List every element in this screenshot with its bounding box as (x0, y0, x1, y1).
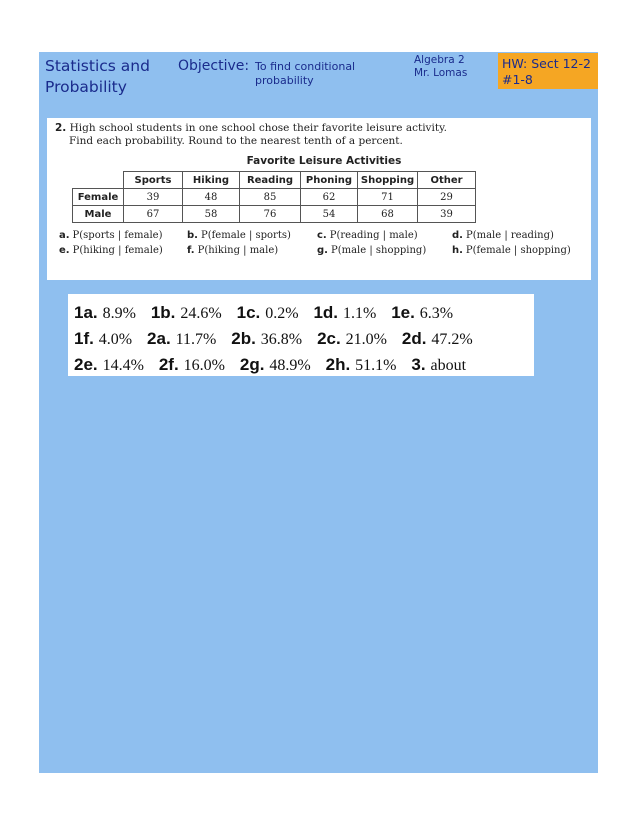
answer-key-label: 2g. (239, 355, 265, 374)
question-item (187, 230, 317, 241)
row-label: Female (73, 189, 124, 206)
answer-value: 24.6% (180, 305, 222, 322)
answer-key-label: 2a. (147, 329, 171, 348)
table-cell: 76 (240, 206, 301, 223)
teacher-name: Mr. Lomas (414, 67, 468, 79)
column-header: Reading (240, 172, 301, 189)
question-item (59, 230, 187, 241)
answer-key-label: 1b. (150, 303, 176, 322)
table-cell: 62 (301, 189, 358, 206)
column-header: Phoning (301, 172, 358, 189)
answer-value: 51.1% (355, 357, 397, 374)
table-cell: 68 (358, 206, 418, 223)
question-item (452, 230, 602, 241)
answer-value: 21.0% (345, 331, 387, 348)
objective-label: Objective: (178, 58, 250, 74)
question-list (59, 230, 585, 256)
column-header: Shopping (358, 172, 418, 189)
answer-row (74, 326, 534, 352)
answer-key-label: 1a. (74, 303, 98, 322)
question-text: P(male | reading) (465, 230, 554, 241)
answer-key-label: 2h. (325, 355, 351, 374)
problem-panel (47, 118, 591, 280)
question-label: a. (59, 230, 70, 241)
objective-text-line-2: probability (255, 74, 314, 87)
table-row (73, 189, 476, 206)
question-label: g. (317, 245, 328, 256)
table-cell: 58 (183, 206, 240, 223)
table-row (73, 206, 476, 223)
answer-key-label: 1f. (74, 329, 94, 348)
table-cell: 54 (301, 206, 358, 223)
answer-value: 36.8% (260, 331, 303, 348)
objective-text (255, 60, 385, 88)
frequency-table (72, 171, 476, 223)
question-item (187, 245, 317, 256)
problem-text-line-1: High school students in one school chose their favorite leisure activity. (69, 122, 447, 134)
column-header: Other (418, 172, 476, 189)
title-line-1: Statistics and (45, 57, 150, 75)
table-cell: 48 (183, 189, 240, 206)
answer-value: 1.1% (342, 305, 377, 322)
question-text: P(hiking | male) (197, 245, 279, 256)
problem-statement (55, 122, 585, 148)
question-label: b. (187, 230, 198, 241)
course-info (414, 54, 467, 80)
answer-value: 11.7% (175, 331, 217, 348)
table-header-row (73, 172, 476, 189)
question-item (317, 230, 452, 241)
answer-value: 47.2% (431, 331, 473, 348)
title-line-2: Probability (45, 78, 127, 96)
slide (39, 52, 598, 773)
row-label: Male (73, 206, 124, 223)
answer-key-label: 2d. (401, 329, 427, 348)
answer-key (68, 294, 534, 376)
question-text: P(hiking | female) (72, 245, 163, 256)
question-text: P(male | shopping) (330, 245, 427, 256)
question-text: P(sports | female) (72, 230, 163, 241)
table-cell: 85 (240, 189, 301, 206)
answer-key-label: 2c. (317, 329, 341, 348)
answer-value: 0.2% (265, 305, 299, 322)
question-text: P(female | sports) (200, 230, 291, 241)
answer-value: 48.9% (269, 357, 311, 374)
problem-text-line-2: Find each probability. Round to the nearest tenth of a percent. (69, 135, 403, 147)
answer-key-label: 2e. (74, 355, 98, 374)
column-header: Sports (124, 172, 183, 189)
answer-key-label: 2b. (231, 329, 256, 348)
table-cell: 67 (124, 206, 183, 223)
answer-value: about (430, 357, 467, 374)
answer-row (74, 352, 534, 378)
question-label: e. (59, 245, 70, 256)
question-text: P(female | shopping) (465, 245, 571, 256)
homework-problems: #1-8 (502, 72, 533, 87)
table-cell: 39 (124, 189, 183, 206)
objective-text-line-1: To find conditional (255, 60, 356, 73)
table-cell: 71 (358, 189, 418, 206)
homework-section: HW: Sect 12-2 (502, 56, 591, 71)
answer-value: 8.9% (102, 305, 136, 322)
question-label: f. (187, 245, 195, 256)
answer-value: 4.0% (98, 331, 133, 348)
question-item (59, 245, 187, 256)
table-title: Favorite Leisure Activities (246, 155, 402, 167)
problem-number: 2. (55, 122, 67, 134)
table-cell: 29 (418, 189, 476, 206)
answer-key-label: 1c. (236, 303, 261, 322)
answer-key-label: 1d. (313, 303, 339, 322)
course-name: Algebra 2 (414, 54, 465, 66)
answer-key-label: 2f. (158, 355, 179, 374)
slide-title (45, 56, 150, 98)
question-text: P(reading | male) (329, 230, 418, 241)
question-label: c. (317, 230, 327, 241)
answer-key-label: 1e. (391, 303, 415, 322)
question-label: h. (452, 245, 463, 256)
homework-box (498, 53, 598, 89)
answer-row (74, 300, 534, 326)
column-header: Hiking (183, 172, 240, 189)
answer-value: 6.3% (419, 305, 454, 322)
question-item (317, 245, 452, 256)
answer-key-label: 3. (411, 355, 426, 374)
question-label: d. (452, 230, 463, 241)
table-corner (73, 172, 124, 189)
table-cell: 39 (418, 206, 476, 223)
question-item (452, 245, 602, 256)
answer-value: 16.0% (183, 357, 225, 374)
answer-value: 14.4% (102, 357, 144, 374)
